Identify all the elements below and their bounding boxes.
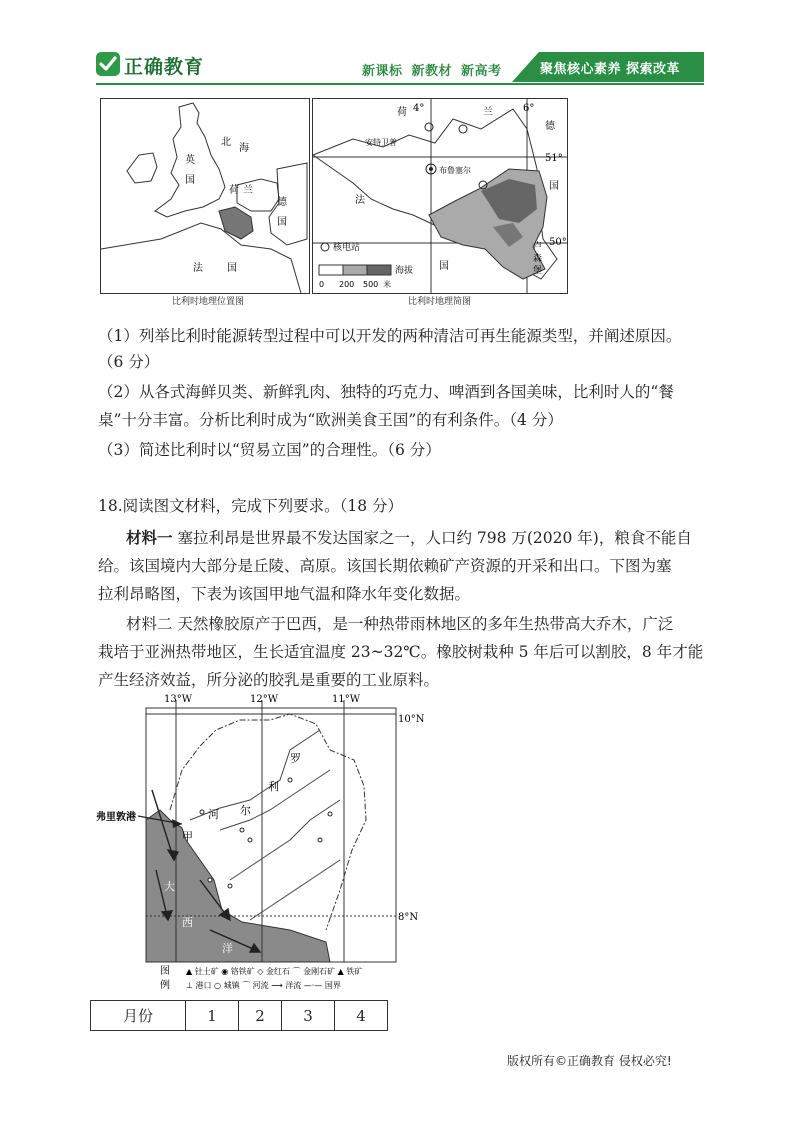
map1-fr-char1: 法	[193, 263, 203, 274]
sl-river-char2: 利	[268, 780, 279, 793]
map2-legend-altitude: 海拔	[395, 266, 414, 276]
sl-lon12: 12°W	[250, 694, 279, 705]
map2-nl-char1: 荷	[397, 107, 407, 118]
q18-material2-line1: 材料二 天然橡胶原产于巴西，是一种热带雨林地区的多年生热带高大乔木，广泛	[126, 615, 674, 633]
map2-fr-char2: 国	[439, 261, 449, 272]
q18-title: 18.阅读图文材料，完成下列要求。（18 分）	[98, 497, 404, 515]
map1-fr-char2: 国	[227, 263, 237, 274]
map2-lux-char3: 堡	[533, 266, 543, 276]
map1-uk-char1: 英	[185, 155, 195, 166]
sl-jia-label: 甲	[182, 830, 193, 843]
table-cell-month: 2	[239, 1001, 282, 1031]
belgium-sketch-caption: 比利时地理简图	[408, 297, 472, 307]
sl-ocean-char1: 大	[164, 880, 175, 893]
q18-material2-line2: 栽培于亚洲热带地区，生长适宜温度 23~32℃。橡胶树栽种 5 年后可以割胶，8 年才能	[98, 643, 704, 661]
q18-material2-line3: 产生经济效益，所分泌的胶乳是重要的工业原料。	[98, 671, 440, 689]
sl-ocean-char2: 西	[182, 916, 193, 929]
map1-de-char2: 国	[277, 217, 287, 228]
q18-material1-line3: 拉利昂略图，下表为该国甲地气温和降水年变化数据。	[98, 585, 471, 603]
sl-lat10: 10°N	[398, 714, 425, 725]
q17-2-line2: 桌”十分丰富。分析比利时成为“欧洲美食王国”的有利条件。（4 分）	[98, 411, 563, 429]
map1-north-sea-char1: 北	[221, 137, 231, 148]
climate-table	[90, 1000, 388, 1031]
q17-1-line2: （6 分）	[98, 353, 160, 371]
sl-legend-row2: ⊥ 港口 ○ 城镇 ⌒ 河流 ⟶ 洋流 —·— 国界	[186, 981, 341, 990]
map2-scale-unit: 米	[383, 280, 391, 289]
map2-nl-char2: 兰	[483, 107, 493, 118]
map1-uk-char2: 国	[185, 175, 195, 186]
belgium-location-map	[100, 98, 310, 294]
map2-lux-char2: 森	[533, 254, 543, 264]
sierra-leone-map	[90, 690, 425, 991]
map2-scale-500: 500	[363, 280, 379, 289]
sl-river-char3: 尔	[240, 804, 251, 817]
map2-de-char1: 德	[545, 121, 555, 132]
material1-label: 材料一	[126, 528, 173, 547]
map2-lon4: 4°	[413, 103, 425, 114]
sl-ocean-char3: 洋	[222, 942, 233, 955]
map2-fr-char1: 法	[355, 195, 365, 206]
map1-nl-char1: 荷	[229, 185, 239, 196]
q17-2-line1: （2）从各式海鲜贝类、新鲜乳肉、独特的巧克力、啤酒到各国美味，比利时人的“餐	[98, 383, 674, 401]
map2-scale-0: 0	[319, 280, 325, 289]
header-tagline: 新课标 新教材 新高考	[362, 64, 502, 79]
sl-legend-title-2: 例	[160, 980, 170, 991]
table-cell-month: 1	[186, 1001, 239, 1031]
belgium-sketch-map	[312, 98, 568, 294]
map2-de-char2: 国	[549, 181, 559, 192]
map2-brussels: 布鲁塞尔	[439, 166, 471, 175]
q18-material1-line1	[126, 526, 692, 550]
belgium-sketch-map-svg	[313, 99, 567, 293]
copyright-footer: 版权所有©正确教育 侵权必究!	[507, 1054, 672, 1068]
map1-de-char1: 德	[277, 197, 287, 208]
sl-legend-row1: ▲ 钍土矿 ◉ 铬铁矿 ◇ 金红石 ⌒ 金刚石矿 ▲ 铁矿	[186, 967, 363, 976]
map1-nl-char2: 兰	[243, 185, 253, 196]
sl-legend-title-1: 图	[160, 966, 170, 977]
belgium-location-map-svg	[101, 99, 309, 293]
brand-name: 正确教育	[124, 56, 205, 78]
map2-lat51: 51°	[545, 153, 563, 164]
q18-material1-line2: 给。该国境内大部分是丘陵、高原。该国长期依赖矿产资源的开采和出口。下图为塞	[98, 557, 672, 575]
map1-north-sea-char2: 海	[239, 143, 249, 154]
map2-antwerp: 安特卫普	[365, 138, 397, 147]
sl-lon11: 11°W	[332, 694, 361, 705]
table-cell-month: 3	[282, 1001, 335, 1031]
q17-3-line1: （3）简述比利时以“贸易立国”的合理性。（6 分）	[98, 441, 441, 459]
belgium-location-caption: 比利时地理位置图	[172, 297, 245, 307]
legend-nuclear-icon	[321, 243, 329, 251]
sl-river-char1: 河	[208, 808, 219, 821]
brand-check-icon	[96, 52, 120, 76]
map2-scale-200: 200	[339, 280, 355, 289]
material1-text: 塞拉利昂是世界最不发达国家之一，人口约 798 万(2020 年)，粮食不能自	[172, 529, 692, 547]
sl-river-char4: 罗	[290, 752, 301, 765]
map2-lon6: 6°	[523, 103, 535, 114]
header-divider	[96, 83, 704, 85]
q17-1-line1: （1）列举比利时能源转型过程中可以开发的两种清洁可再生能源类型，并阐述原因。	[98, 327, 682, 345]
table-cell-month: 4	[335, 1001, 388, 1031]
sl-lat8: 8°N	[398, 912, 419, 923]
table-header-month: 月份	[91, 1001, 186, 1031]
table-row	[91, 1001, 388, 1031]
header-banner-text: 聚焦核心素养 探索改革	[540, 62, 681, 77]
map2-lux-char1: 卢	[533, 242, 543, 252]
map2-legend-nuclear: 核电站	[333, 243, 361, 253]
map2-lat50: 50°	[549, 237, 567, 248]
sl-lon13: 13°W	[164, 694, 193, 705]
sierra-leone-map-svg	[90, 690, 425, 991]
sl-freetown-label: 弗里敦港	[96, 812, 136, 823]
nuclear-station-icons	[425, 123, 487, 189]
